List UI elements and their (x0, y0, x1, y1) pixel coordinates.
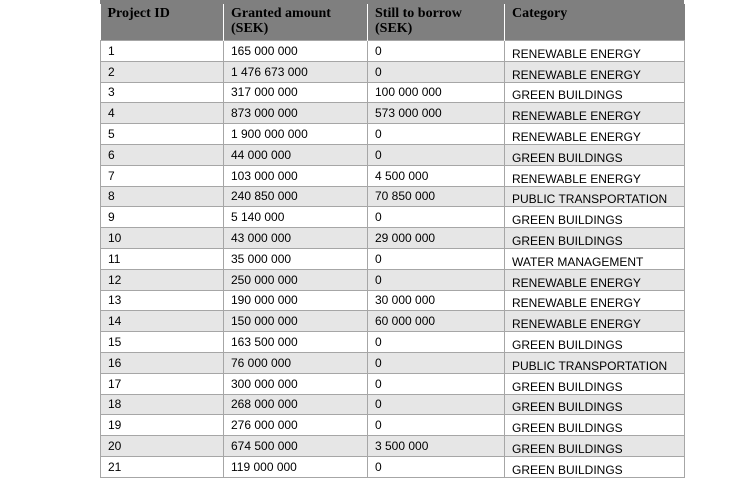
cell-granted-amount: 35 000 000 (224, 248, 368, 269)
cell-still-to-borrow: 29 000 000 (368, 228, 505, 249)
cell-category: PUBLIC TRANSPORTATION (505, 186, 685, 207)
table-row (101, 165, 685, 186)
cell-granted-amount: 1 900 000 000 (224, 124, 368, 145)
cell-project-id: 2 (101, 61, 224, 82)
cell-granted-amount: 276 000 000 (224, 415, 368, 436)
cell-granted-amount: 250 000 000 (224, 269, 368, 290)
cell-category: PUBLIC TRANSPORTATION (505, 352, 685, 373)
cell-project-id: 3 (101, 82, 224, 103)
cell-still-to-borrow: 0 (368, 373, 505, 394)
cell-granted-amount: 165 000 000 (224, 41, 368, 62)
table-row (101, 290, 685, 311)
cell-granted-amount: 163 500 000 (224, 332, 368, 353)
table-row (101, 82, 685, 103)
table-row (101, 456, 685, 477)
table-row (101, 352, 685, 373)
cell-granted-amount: 268 000 000 (224, 394, 368, 415)
cell-category: GREEN BUILDINGS (505, 332, 685, 353)
cell-still-to-borrow: 0 (368, 207, 505, 228)
header-unit: (SEK) (231, 21, 269, 36)
cell-still-to-borrow: 0 (368, 269, 505, 290)
table-row (101, 436, 685, 457)
header-line: Still to borrow (375, 6, 462, 21)
cell-project-id: 6 (101, 144, 224, 165)
table-row (101, 415, 685, 436)
cell-granted-amount: 44 000 000 (224, 144, 368, 165)
cell-granted-amount: 76 000 000 (224, 352, 368, 373)
cell-still-to-borrow: 0 (368, 456, 505, 477)
table-row (101, 269, 685, 290)
cell-still-to-borrow: 573 000 000 (368, 103, 505, 124)
table-row (101, 103, 685, 124)
cell-project-id: 8 (101, 186, 224, 207)
cell-still-to-borrow: 0 (368, 415, 505, 436)
document-page (100, 0, 684, 478)
cell-granted-amount: 5 140 000 (224, 207, 368, 228)
cell-category: GREEN BUILDINGS (505, 436, 685, 457)
cell-granted-amount: 240 850 000 (224, 186, 368, 207)
cell-still-to-borrow: 30 000 000 (368, 290, 505, 311)
cell-granted-amount: 43 000 000 (224, 228, 368, 249)
cell-category: RENEWABLE ENERGY (505, 103, 685, 124)
cell-category: GREEN BUILDINGS (505, 394, 685, 415)
cell-project-id: 13 (101, 290, 224, 311)
year-label (107, 0, 135, 2)
cell-category: RENEWABLE ENERGY (505, 269, 685, 290)
header-line: Category (512, 6, 568, 21)
table-row (101, 373, 685, 394)
cell-still-to-borrow: 0 (368, 332, 505, 353)
table-row (101, 124, 685, 145)
cell-granted-amount: 103 000 000 (224, 165, 368, 186)
table-header (101, 4, 685, 41)
cell-granted-amount: 190 000 000 (224, 290, 368, 311)
cell-still-to-borrow: 70 850 000 (368, 186, 505, 207)
table-body (101, 41, 685, 478)
cell-still-to-borrow: 60 000 000 (368, 311, 505, 332)
cell-still-to-borrow: 0 (368, 124, 505, 145)
cell-project-id: 15 (101, 332, 224, 353)
cell-project-id: 7 (101, 165, 224, 186)
cell-granted-amount: 150 000 000 (224, 311, 368, 332)
header-unit: (SEK) (375, 21, 413, 36)
cell-still-to-borrow: 0 (368, 61, 505, 82)
cell-project-id: 14 (101, 311, 224, 332)
table-row (101, 332, 685, 353)
cell-project-id: 10 (101, 228, 224, 249)
cell-project-id: 4 (101, 103, 224, 124)
table-row (101, 311, 685, 332)
table-row (101, 186, 685, 207)
cell-project-id: 17 (101, 373, 224, 394)
cell-category: RENEWABLE ENERGY (505, 41, 685, 62)
cell-category: GREEN BUILDINGS (505, 373, 685, 394)
table-row (101, 228, 685, 249)
cell-category: RENEWABLE ENERGY (505, 165, 685, 186)
cell-project-id: 11 (101, 248, 224, 269)
table-row (101, 41, 685, 62)
table-row (101, 144, 685, 165)
cell-still-to-borrow: 0 (368, 248, 505, 269)
cell-still-to-borrow: 4 500 000 (368, 165, 505, 186)
cell-granted-amount: 1 476 673 000 (224, 61, 368, 82)
cell-project-id: 5 (101, 124, 224, 145)
green-bond-projects-table (100, 4, 685, 478)
cell-project-id: 9 (101, 207, 224, 228)
cell-project-id: 21 (101, 456, 224, 477)
table-row (101, 394, 685, 415)
table-row (101, 207, 685, 228)
cell-category: GREEN BUILDINGS (505, 82, 685, 103)
table-row (101, 248, 685, 269)
cell-category: GREEN BUILDINGS (505, 456, 685, 477)
cell-category: RENEWABLE ENERGY (505, 61, 685, 82)
cell-project-id: 20 (101, 436, 224, 457)
cell-granted-amount: 119 000 000 (224, 456, 368, 477)
cell-category: RENEWABLE ENERGY (505, 290, 685, 311)
cell-category: RENEWABLE ENERGY (505, 311, 685, 332)
cell-still-to-borrow: 0 (368, 352, 505, 373)
cell-granted-amount: 674 500 000 (224, 436, 368, 457)
cell-project-id: 18 (101, 394, 224, 415)
cell-project-id: 12 (101, 269, 224, 290)
cell-category: GREEN BUILDINGS (505, 415, 685, 436)
cell-category: RENEWABLE ENERGY (505, 124, 685, 145)
cell-granted-amount: 300 000 000 (224, 373, 368, 394)
table-row (101, 61, 685, 82)
header-line: Granted amount (231, 6, 331, 21)
cell-category: GREEN BUILDINGS (505, 144, 685, 165)
column-header-granted-amount (224, 4, 368, 41)
cell-category: GREEN BUILDINGS (505, 228, 685, 249)
column-header-category (505, 4, 685, 41)
cell-granted-amount: 317 000 000 (224, 82, 368, 103)
cell-granted-amount: 873 000 000 (224, 103, 368, 124)
cell-still-to-borrow: 0 (368, 394, 505, 415)
cell-category: GREEN BUILDINGS (505, 207, 685, 228)
column-header-project-id (101, 4, 224, 41)
header-row (101, 4, 685, 41)
column-header-still-to-borrow (368, 4, 505, 41)
cell-still-to-borrow: 3 500 000 (368, 436, 505, 457)
cell-still-to-borrow: 0 (368, 41, 505, 62)
cell-project-id: 1 (101, 41, 224, 62)
cell-category: WATER MANAGEMENT (505, 248, 685, 269)
cell-still-to-borrow: 0 (368, 144, 505, 165)
cell-still-to-borrow: 100 000 000 (368, 82, 505, 103)
cell-project-id: 16 (101, 352, 224, 373)
cell-project-id: 19 (101, 415, 224, 436)
year-heading (100, 0, 684, 4)
header-line: Project ID (107, 6, 170, 21)
